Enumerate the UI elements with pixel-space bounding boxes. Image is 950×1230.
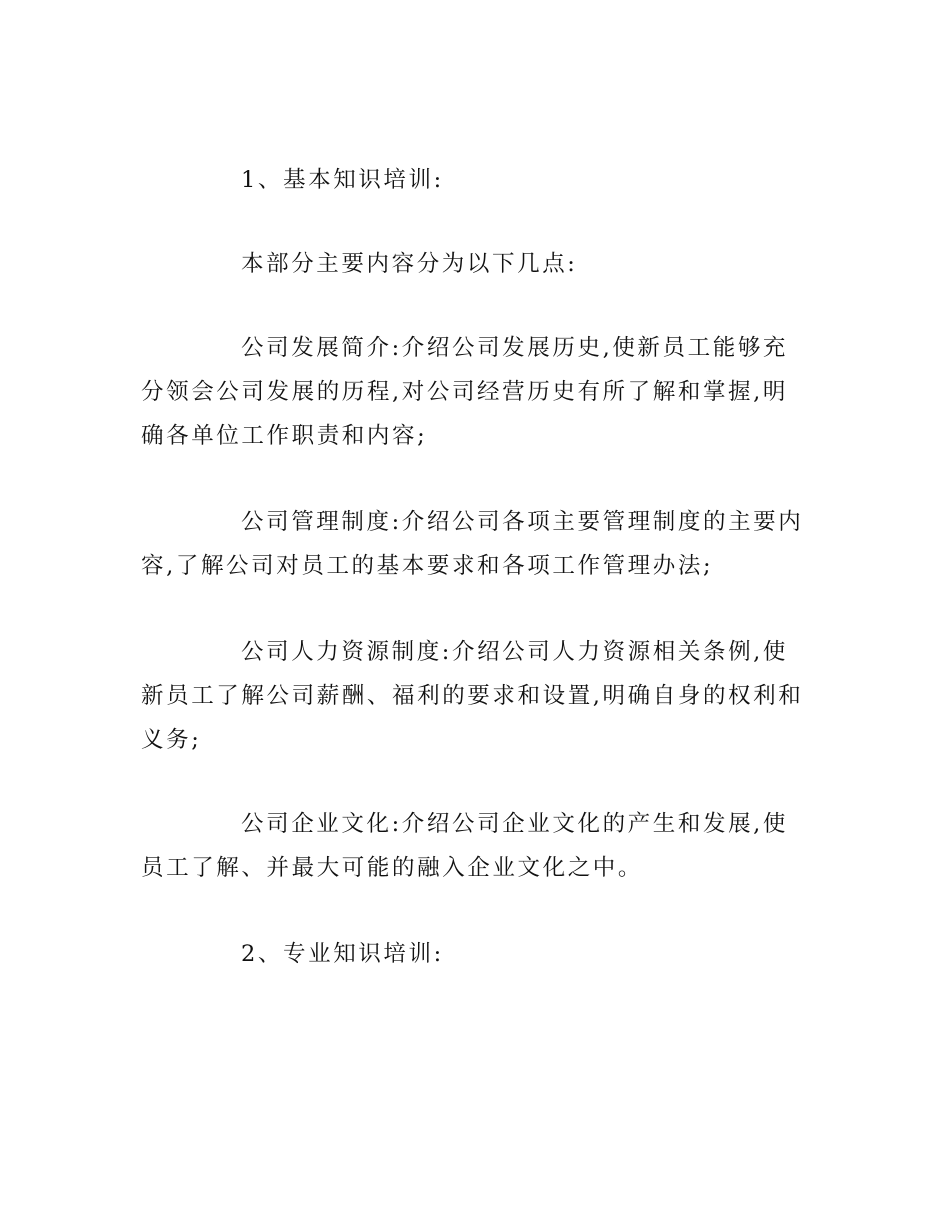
document-body <box>141 158 811 976</box>
paragraph-corporate-culture: 公司企业文化:介绍公司企业文化的产生和发展,使员工了解、并最大可能的融入企业文化之中。 <box>141 811 789 881</box>
heading-basic-knowledge-training: 1、基本知识培训: <box>241 167 444 193</box>
paragraph-hr-system: 公司人力资源制度:介绍公司人力资源相关条例,使新员工了解公司薪酬、福利的要求和设置,明确自身的权利和义务; <box>141 639 804 753</box>
heading-professional-knowledge-training: 2、专业知识培训: <box>241 941 444 967</box>
paragraph-management-system: 公司管理制度:介绍公司各项主要管理制度的主要内容,了解公司对员工的基本要求和各项工作管理办法; <box>141 509 804 579</box>
paragraph-intro: 本部分主要内容分为以下几点: <box>241 251 578 277</box>
paragraph-company-development: 公司发展简介:介绍公司发展历史,使新员工能够充分领会公司发展的历程,对公司经营历史有所了解和掌握,明确各单位工作职责和内容; <box>141 335 789 449</box>
